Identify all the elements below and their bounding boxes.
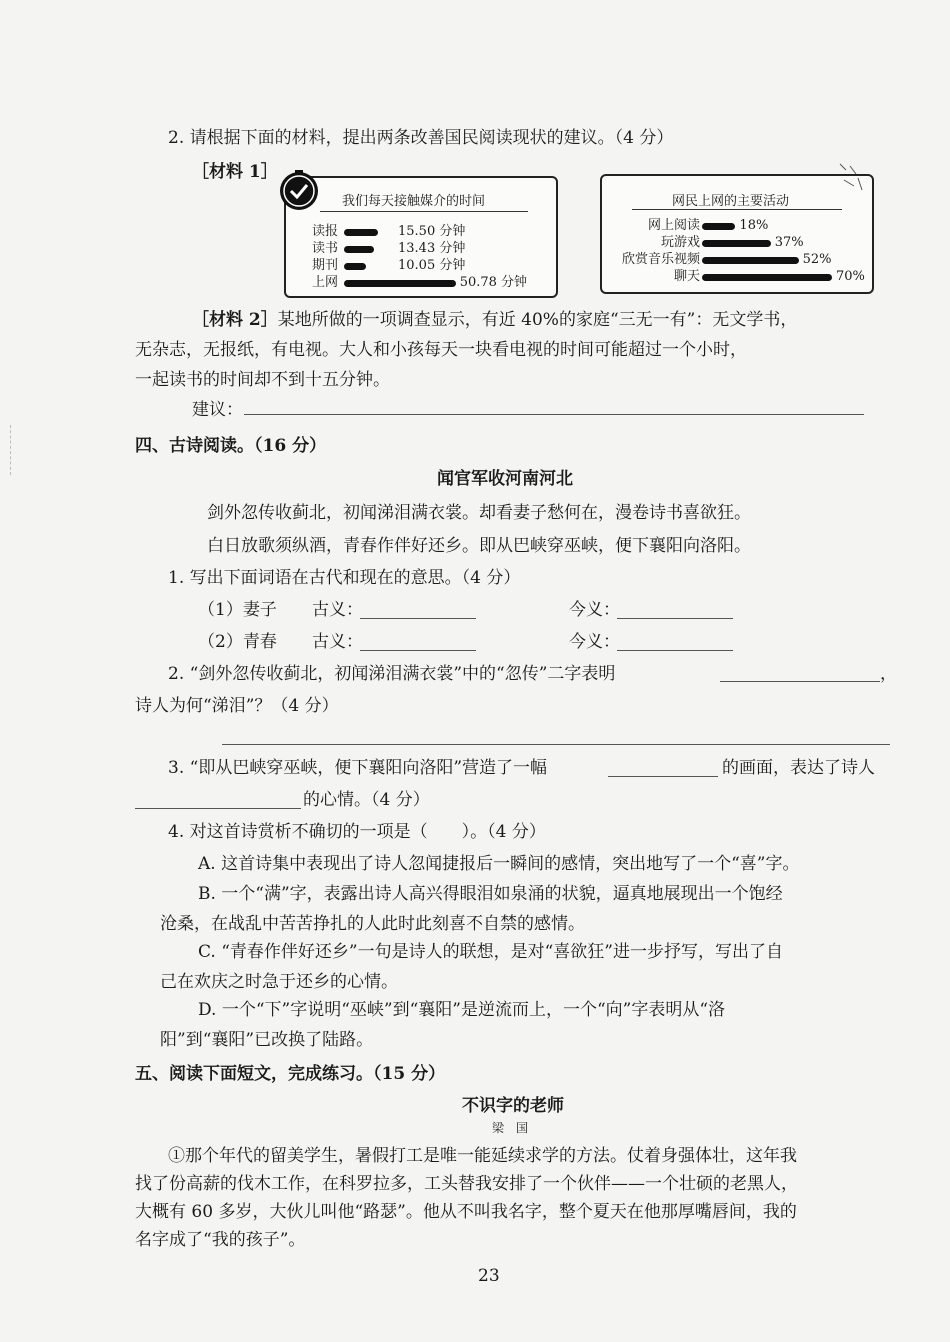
option-a: A. 这首诗集中表现出了诗人忽闻捷报后一瞬间的感情，突出地写了一个“喜”字。 [198,854,800,874]
modern-label-2: 今义： [569,632,620,652]
chart-category-label: 读报 [312,224,339,239]
s4-q2-answer-line[interactable] [222,744,890,745]
article-author: 梁 国 [492,1121,529,1135]
article-title: 不识字的老师 [462,1096,564,1116]
scan-margin-mark [10,425,11,475]
modern-answer-1[interactable] [617,618,733,619]
chart2-box [600,174,874,294]
para1-line4: 名字成了“我的孩子”。 [135,1230,306,1250]
s4-q2-line2: 诗人为何“涕泪”？（4 分） [135,696,339,716]
chart-row-2 [286,241,556,257]
chart-value-label: 70% [836,269,865,284]
chart-category-label: 玩游戏 [660,235,700,250]
q2-prompt: 2. 请根据下面的材料，提出两条改善国民阅读现状的建议。（4 分） [168,128,674,148]
chart2-title-rule [632,209,842,210]
chart1-box [284,176,558,298]
para1-line3: 大概有 60 多岁，大伙儿叫他“路瑟”。他从不叫我名字，整个夏天在他那厚嘴唇间，我的 [135,1202,797,1222]
chart-bar [344,229,378,236]
ancient-label-1: 古义： [312,600,363,620]
chart-bar [702,240,771,247]
s4-q2-line1: 2. “剑外忽传收蓟北，初闻涕泪满衣裳”中的“忽传”二字表明 [168,664,616,684]
poem-line2: 白日放歌须纵酒，青春作伴好还乡。即从巴峡穿巫峡，便下襄阳向洛阳。 [207,536,751,556]
suggestion-answer-line[interactable] [244,414,864,415]
chart-row-1 [602,218,872,234]
poem-title: 闻官军收河南河北 [437,469,573,489]
section5-heading: 五、阅读下面短文，完成练习。（15 分） [135,1064,446,1084]
chart-value-label: 50.78 分钟 [459,275,528,290]
chart-category-label: 上网 [312,275,339,290]
chart-row-1 [286,224,556,240]
chart-bar [344,280,456,287]
option-c-line1: C. “青春作伴好还乡”一句是诗人的联想，是对“喜欲狂”进一步抒写，写出了自 [198,942,783,962]
chart-category-label: 期刊 [312,258,339,273]
s4-q1-item1: （1）妻子 [198,600,277,620]
chart-bar [702,257,799,264]
chart-bar [702,223,735,230]
chart-value-label: 15.50 分钟 [398,224,466,239]
chart-value-label: 18% [739,218,769,233]
para1-line1: ①那个年代的留美学生，暑假打工是唯一能延续求学的方法。仗着身强体壮，这年我 [168,1146,797,1166]
page-number: 23 [478,1266,500,1286]
poem-line1: 剑外忽传收蓟北，初闻涕泪满衣裳。却看妻子愁何在，漫卷诗书喜欲狂。 [207,503,751,523]
material2-line1: 某地所做的一项调查显示，有近 40%的家庭“三无一有”：无文学书， [277,310,798,330]
chart-category-label: 网上阅读 [647,218,700,233]
s4-q1-item2: （2）青春 [198,632,277,652]
s4-q3-part2: 的画面，表达了诗人 [722,758,875,778]
ancient-answer-1[interactable] [360,618,476,619]
s4-q3-part1: 3. “即从巴峡穿巫峡，便下襄阳向洛阳”营造了一幅 [168,758,548,778]
material1-label: ［材料 1］ [192,162,278,182]
chart-value-label: 13.43 分钟 [398,241,466,256]
chart-bar [344,246,374,253]
ancient-answer-2[interactable] [360,650,476,651]
material2-line2: 无杂志，无报纸，有电视。大人和小孩每天一块看电视的时间可能超过一个小时， [135,340,747,360]
s4-q2-comma: ， [880,664,897,684]
chart2-title: 网民上网的主要活动 [672,194,790,209]
s4-q3-answer-1[interactable] [608,776,718,777]
chart-category-label: 欣赏音乐视频 [621,252,700,267]
chart-value-label: 10.05 分钟 [398,258,466,273]
s4-q2-answer-inline[interactable] [720,681,880,682]
option-b-line2: 沧桑，在战乱中苦苦挣扎的人此时此刻喜不自禁的感情。 [160,914,585,934]
chart1-title: 我们每天接触媒介的时间 [342,194,486,209]
s4-q3-answer-2[interactable] [135,808,301,809]
material2-label: ［材料 2］ [192,310,278,330]
pen-doodle-icon [836,160,866,200]
chart-row-4 [286,275,556,291]
chart-row-4 [602,269,872,285]
modern-label-1: 今义： [569,600,620,620]
option-d-line1: D. 一个“下”字说明“巫峡”到“襄阳”是逆流而上，一个“向”字表明从“洛 [198,1000,726,1020]
modern-answer-2[interactable] [617,650,733,651]
chart-bar [702,274,832,281]
option-c-line2: 己在欢庆之时急于还乡的心情。 [160,972,398,992]
chart-value-label: 37% [774,235,804,250]
suggestion-label: 建议： [192,400,243,420]
clock-check-icon [276,168,322,214]
s4-q4: 4. 对这首诗赏析不确切的一项是（ ）。（4 分） [168,822,546,842]
chart-row-3 [602,252,872,268]
chart-value-label: 52% [802,252,832,267]
material2-text [192,308,797,332]
s4-q3-part3: 的心情。（4 分） [303,790,430,810]
para1-line2: 找了份高薪的伐木工作，在科罗拉多，工头替我安排了一个伙伴——一个壮硕的老黑人， [135,1174,798,1194]
chart-category-label: 聊天 [673,269,700,284]
option-d-line2: 阳”到“襄阳”已改换了陆路。 [160,1030,374,1050]
chart-bar [344,263,366,270]
chart-category-label: 读书 [312,241,339,256]
chart1-title-rule [320,211,528,212]
option-b-line1: B. 一个“满”字，表露出诗人高兴得眼泪如泉涌的状貌，逼真地展现出一个饱经 [198,884,783,904]
chart-row-3 [286,258,556,274]
material2-line3: 一起读书的时间却不到十五分钟。 [135,370,390,390]
ancient-label-2: 古义： [312,632,363,652]
chart-row-2 [602,235,872,251]
section4-heading: 四、古诗阅读。（16 分） [135,436,327,456]
s4-q1: 1. 写出下面词语在古代和现在的意思。（4 分） [168,568,521,588]
